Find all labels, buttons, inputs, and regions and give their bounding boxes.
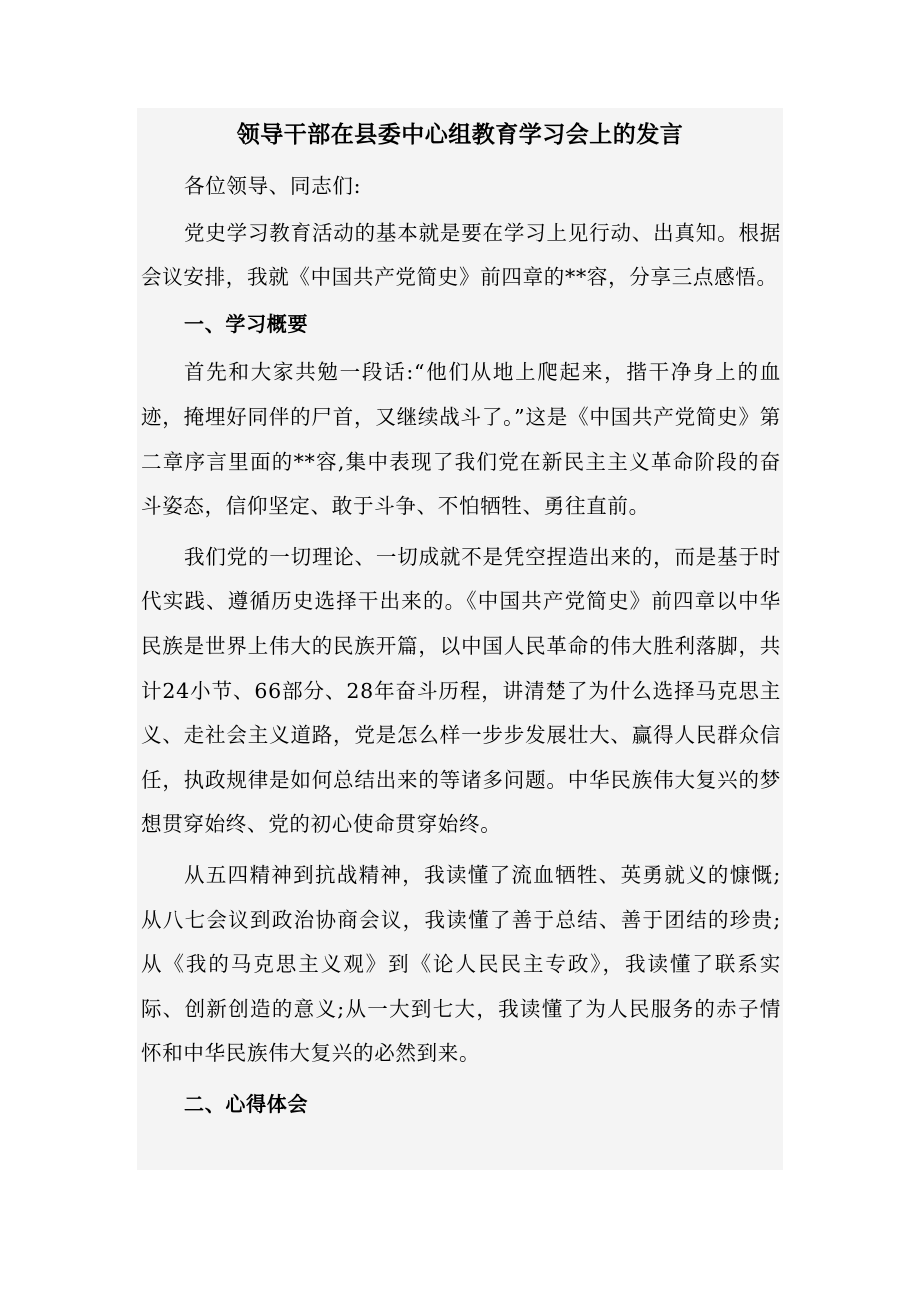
section-heading-2: 二、心得体会	[184, 1091, 309, 1116]
paragraph-reflections: 从五四精神到抗战精神，我读懂了流血牺牲、英勇就义的慷慨;从八七会议到政治协商会议，我读懂了善于总结、善于团结的珍贵;从《我的马克思主义观》到《论人民民主专政》，我读懂了联系实际、创新创造的意义;从一大到七大，我读懂了为人民服务的赤子情怀和中华民族伟大复兴的必然到来。	[141, 862, 781, 1066]
paragraph-history-summary: 我们党的一切理论、一切成就不是凭空捏造出来的，而是基于时代实践、遵循历史选择干出来的。《中国共产党简史》前四章以中华民族是世界上伟大的民族开篇，以中国人民革命的伟大胜利落脚，共计24小节、66部分、28年奋斗历程，讲清楚了为什么选择马克思主义、走社会主义道路，党是怎么样一步步发展壮大、赢得人民群众信任，执政规律是如何总结出来的等诸多问题。中华民族伟大复兴的梦想贯穿始终、党的初心使命贯穿始终。	[141, 544, 781, 837]
document-body	[141, 164, 781, 1130]
salutation: 各位领导、同志们:	[184, 174, 362, 198]
document-title: 领导干部在县委中心组教育学习会上的发言	[236, 122, 684, 148]
paragraph-quote: 首先和大家共勉一段话:“他们从地上爬起来，揩干净身上的血迹，掩埋好同伴的尸首，又继续战斗了。”这是《中国共产党简史》第二章序言里面的**容,集中表现了我们党在新民主主义革命阶段的奋斗姿态，信仰坚定、敢于斗争、不怕牺牲、勇往直前。	[141, 360, 781, 519]
paragraph-intro: 党史学习教育活动的基本就是要在学习上见行动、出真知。根据会议安排，我就《中国共产党简史》前四章的**容，分享三点感悟。	[141, 220, 781, 290]
section-heading-1: 一、学习概要	[184, 311, 309, 336]
